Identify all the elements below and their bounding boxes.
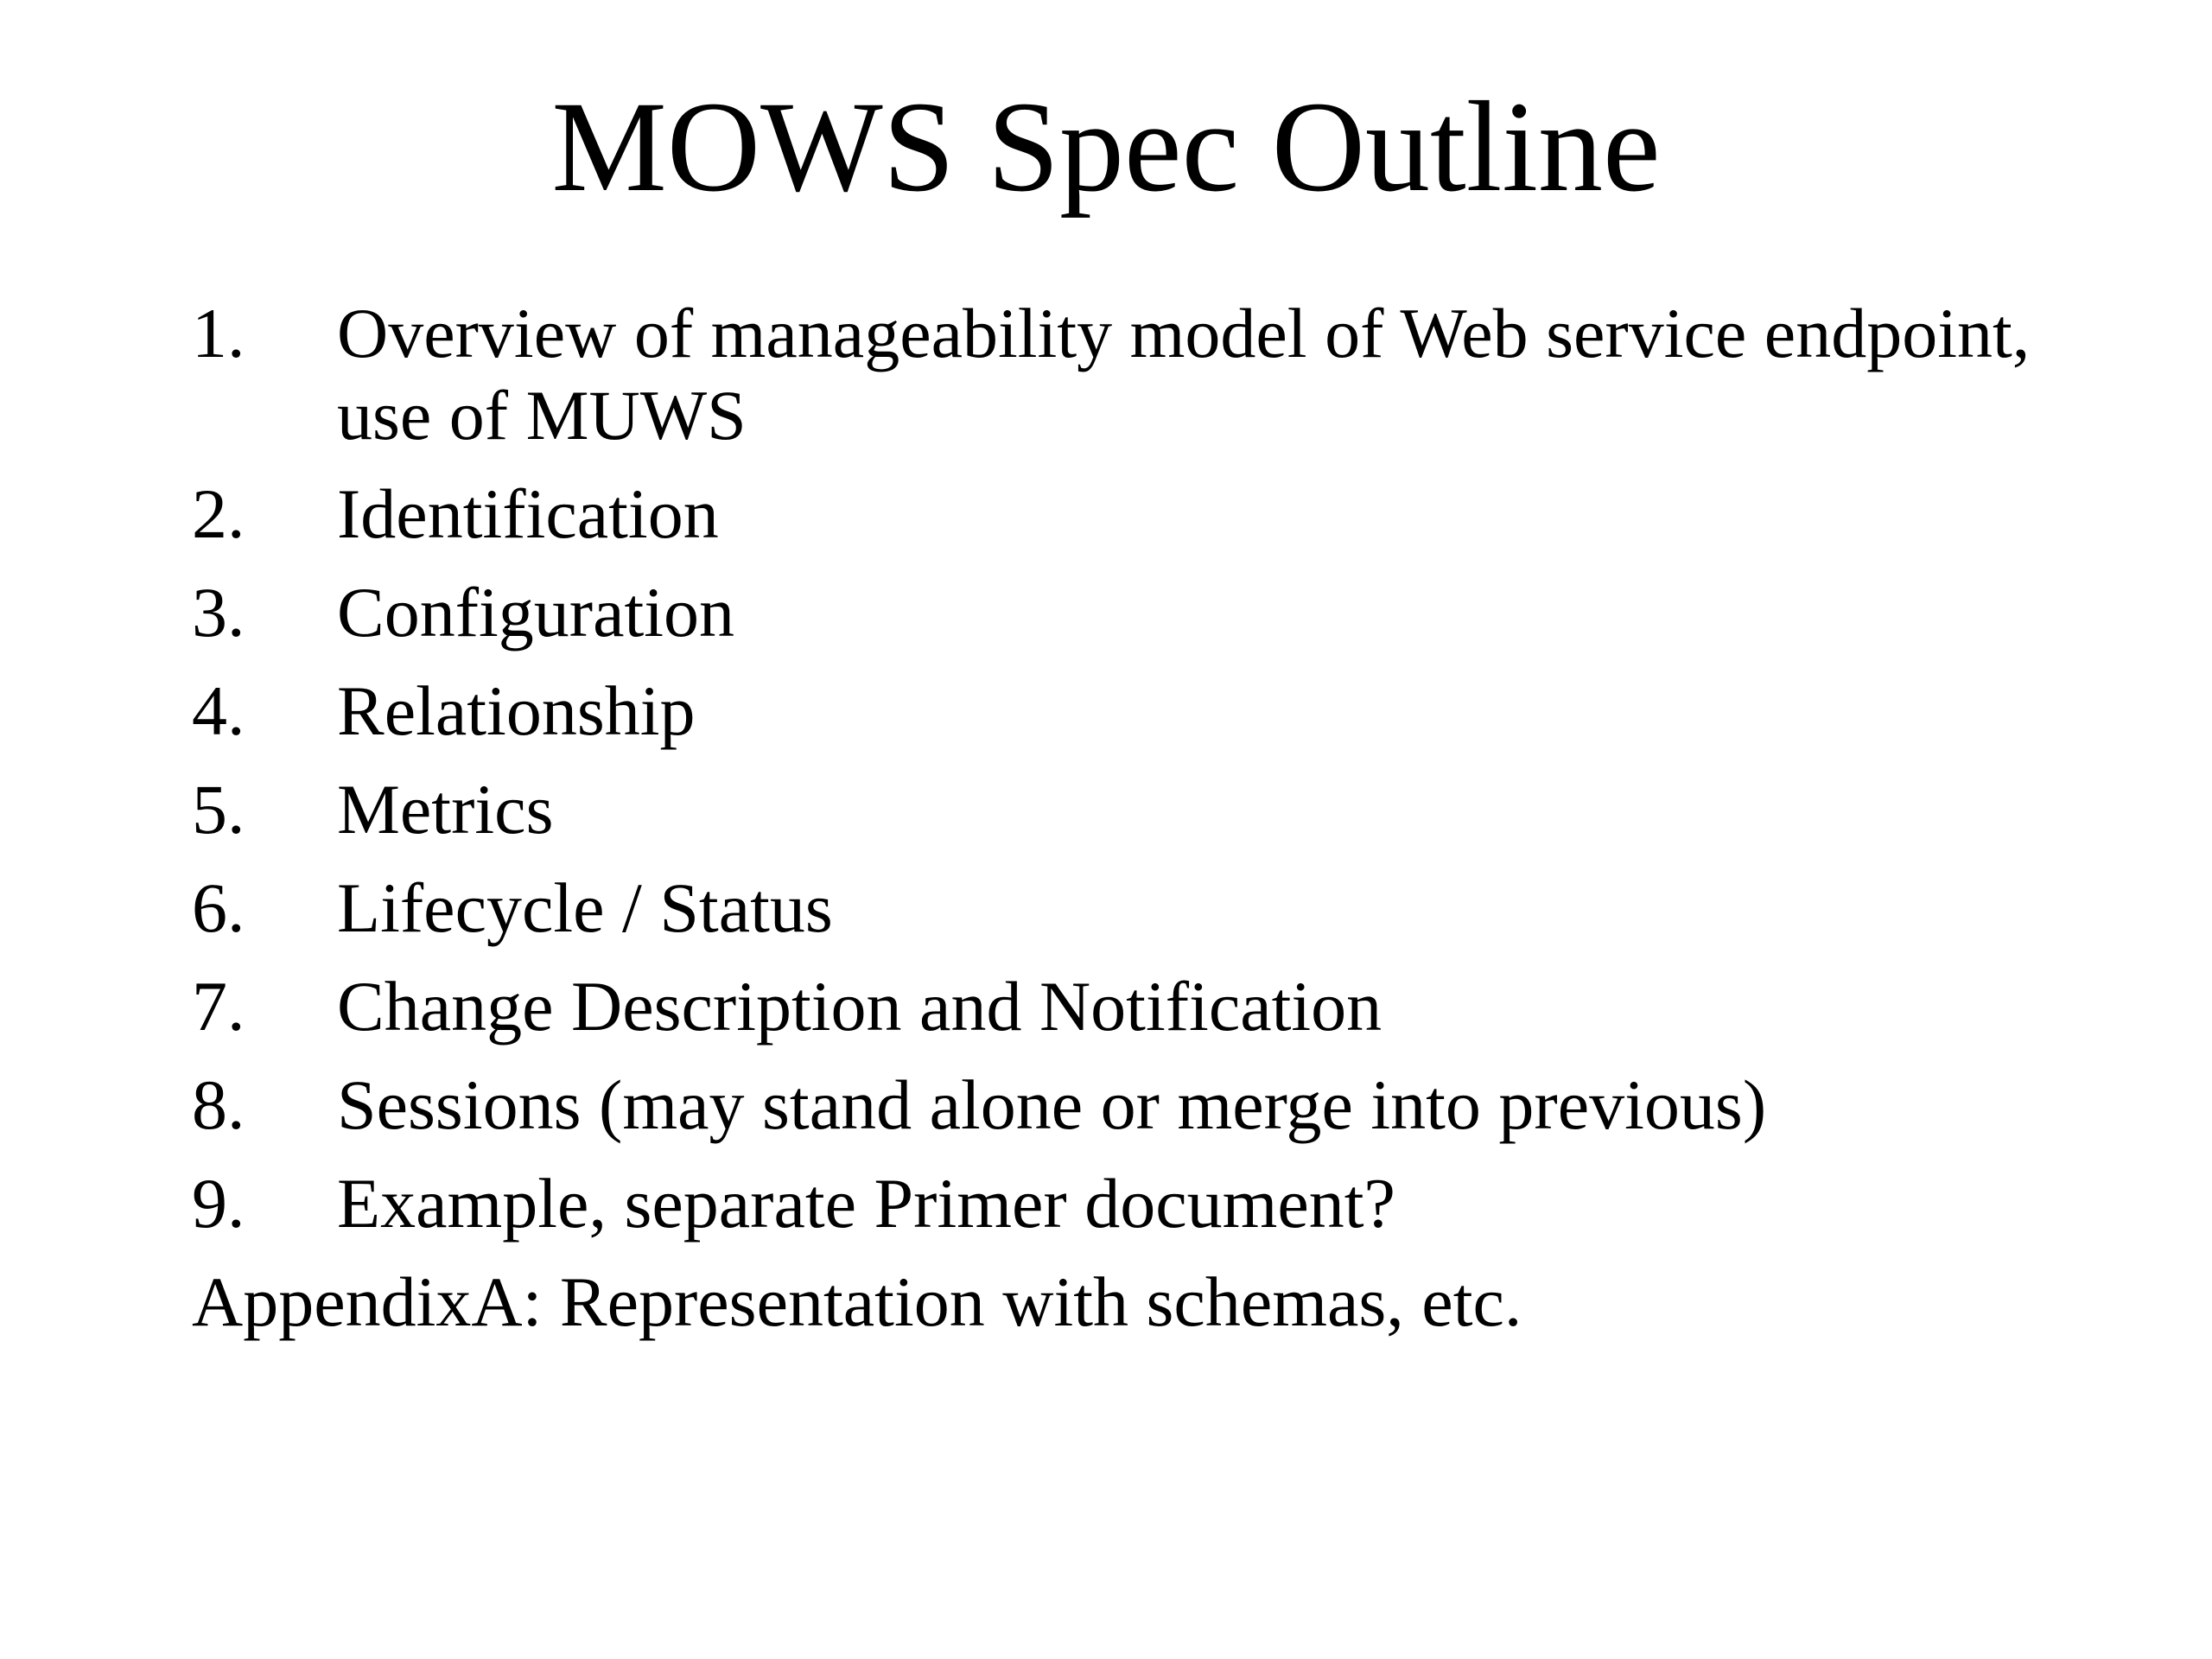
outline-item-text: Lifecycle / Status [337,868,833,947]
outline-item-number: 9. [192,1164,245,1243]
outline-item-number: 8. [192,1065,245,1144]
outline-item-text: Relationship [337,671,696,750]
outline-item-text: Example, separate Primer document? [337,1164,1395,1243]
outline-item-5 [192,768,2093,850]
outline-item-3 [192,571,2093,653]
outline-item-number: 2. [192,474,245,553]
outline-item-text: Change Description and Notification [337,967,1382,1046]
outline-item-9 [192,1162,2093,1244]
outline-item-number: 3. [192,573,245,652]
outline-item-6 [192,867,2093,949]
outline-item-4 [192,670,2093,752]
outline-item-7 [192,965,2093,1047]
outline-item-number: 6. [192,868,245,947]
outline-item-number: 7. [192,967,245,1046]
appendix-line: AppendixA: Representation with schemas, etc. [192,1262,1522,1341]
outline-item-text: Identification [337,474,719,553]
outline-item-number: 5. [192,770,245,849]
outline-item-number: 4. [192,671,245,750]
outline-item-text: Overview of manageability model of Web service endpoint, use of MUWS [337,294,2031,454]
outline-item-1 [192,292,2093,456]
outline-item-text: Metrics [337,770,554,849]
outline-item-text: Sessions (may stand alone or merge into previous) [337,1065,1767,1144]
outline-list [192,292,2093,1343]
outline-item-number: 1. [192,294,245,372]
outline-item-text: Configuration [337,573,735,652]
outline-item-8 [192,1064,2093,1146]
outline-item-2 [192,473,2093,555]
slide-title: MOWS Spec Outline [551,75,1661,219]
